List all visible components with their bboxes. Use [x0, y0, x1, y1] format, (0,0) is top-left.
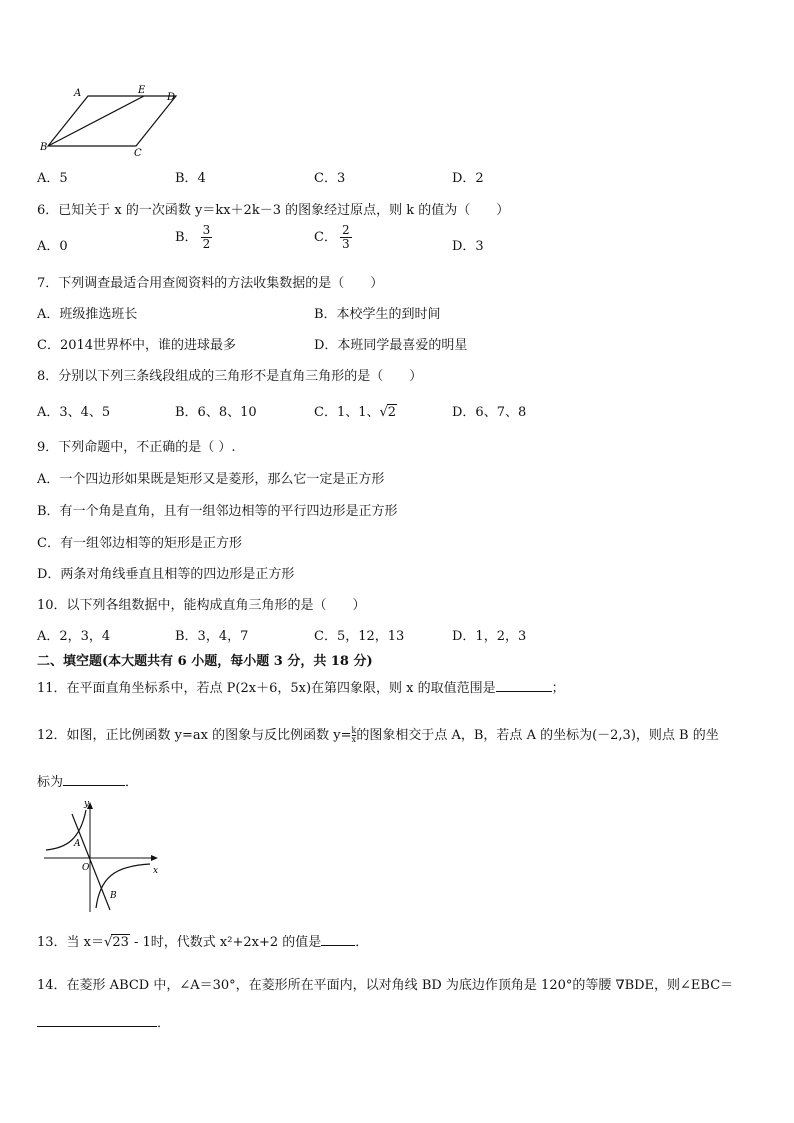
q9-option-c: C．有一组邻边相等的矩形是正方形 — [37, 536, 242, 551]
question-12-line-1: 12．如图，正比例函数 y=ax 的图象与反比例函数 y= $\frac{k}{x}$ 的图象相交于点 A，B，若点 A 的坐标为(－2,3)，则点 B 的坐 — [37, 726, 719, 744]
q5-option-c: C．3 — [314, 171, 346, 186]
fraction-2-3: $\frac{2}{3}$ — [341, 223, 350, 251]
answer-blank-11 — [496, 679, 552, 692]
question-12-line-2: 标为 ． — [37, 775, 139, 790]
fraction-k-over-x: $\frac{k}{x}$ — [351, 726, 357, 744]
label-D: D — [167, 92, 176, 103]
axis-x-label: x — [153, 866, 159, 876]
q6-option-b: B． $\frac{3}{2}$ — [175, 223, 211, 251]
question-8-stem: 8．分别以下列三条线段组成的三角形不是直角三角形的是（ ） — [37, 369, 423, 384]
q10-option-c: C．5，12，13 — [314, 629, 405, 644]
q6-option-d: D．3 — [452, 239, 484, 254]
question-11: 11．在平面直角坐标系中，若点 P(2x＋6，5x)在第四象限，则 x 的取值范围是 ； — [37, 681, 565, 696]
q9-option-d: D．两条对角线垂直且相等的四边形是正方形 — [37, 567, 295, 582]
label-E: E — [138, 85, 146, 96]
q5-option-a: A．5 — [37, 171, 68, 186]
question-6-stem: 6．已知关于 x 的一次函数 y＝kx＋2k－3 的图象经过原点，则 k 的值为（ ） — [37, 203, 510, 218]
q6-option-a: A．0 — [37, 239, 68, 254]
q8-option-b: B．6、8、10 — [175, 405, 257, 420]
parallelogram-figure — [40, 84, 180, 158]
axis-y-label: y — [84, 799, 90, 809]
question-14-line-2: ． — [37, 1012, 170, 1031]
q9-option-a: A．一个四边形如果既是矩形又是菱形，那么它一定是正方形 — [37, 472, 385, 487]
q6-option-c: C． $\frac{2}{3}$ — [314, 223, 350, 251]
label-A: A — [74, 88, 82, 99]
q7-option-b: B．本校学生的到时间 — [314, 307, 441, 322]
function-graph-figure — [40, 798, 164, 916]
fraction-3-2: $\frac{3}{2}$ — [202, 223, 211, 251]
q7-option-d: D．本班同学最喜爱的明星 — [314, 338, 468, 353]
label-C: C — [134, 148, 142, 158]
q8-option-d: D．6、7、8 — [452, 405, 527, 420]
question-14-line-1: 14．在菱形 ABCD 中，∠A＝30°，在菱形所在平面内，以对角线 BD 为底边作顶角是 120°的等腰 ∇BDE，则∠EBC＝ — [37, 978, 734, 993]
answer-blank-14 — [37, 1014, 157, 1027]
q10-option-b: B．3，4，7 — [175, 629, 249, 644]
q10-option-d: D．1，2，3 — [452, 629, 527, 644]
q7-option-a: A．班级推选班长 — [37, 307, 138, 322]
q10-option-a: A．2，3，4 — [37, 629, 111, 644]
q8-option-c: C．1、1、√2 — [314, 405, 397, 420]
q9-option-b: B．有一个角是直角，且有一组邻边相等的平行四边形是正方形 — [37, 504, 398, 519]
point-A-label: A — [74, 839, 81, 849]
point-B-label: B — [110, 891, 117, 901]
section-2-heading: 二、填空题(本大题共有 6 小题，每小题 3 分，共 18 分) — [37, 654, 373, 669]
q8-option-a: A．3、4、5 — [37, 405, 111, 420]
q5-option-d: D．2 — [452, 171, 484, 186]
question-9-stem: 9．下列命题中，不正确的是（ ）. — [37, 440, 236, 455]
q5-option-b: B．4 — [175, 171, 206, 186]
question-7-stem: 7．下列调查最适合用查阅资料的方法收集数据的是（ ） — [37, 276, 384, 291]
question-13: 13．当 x＝√23 - 1时，代数式 x²+2x+2 的值是 ． — [37, 935, 369, 950]
q7-option-c: C．2014世界杯中，谁的进球最多 — [37, 338, 237, 353]
label-B: B — [40, 142, 48, 153]
question-10-stem: 10．以下列各组数据中，能构成直角三角形的是（ ） — [37, 598, 366, 613]
origin-label: O — [82, 863, 90, 873]
answer-blank-12 — [63, 773, 125, 786]
answer-blank-13 — [321, 933, 355, 946]
